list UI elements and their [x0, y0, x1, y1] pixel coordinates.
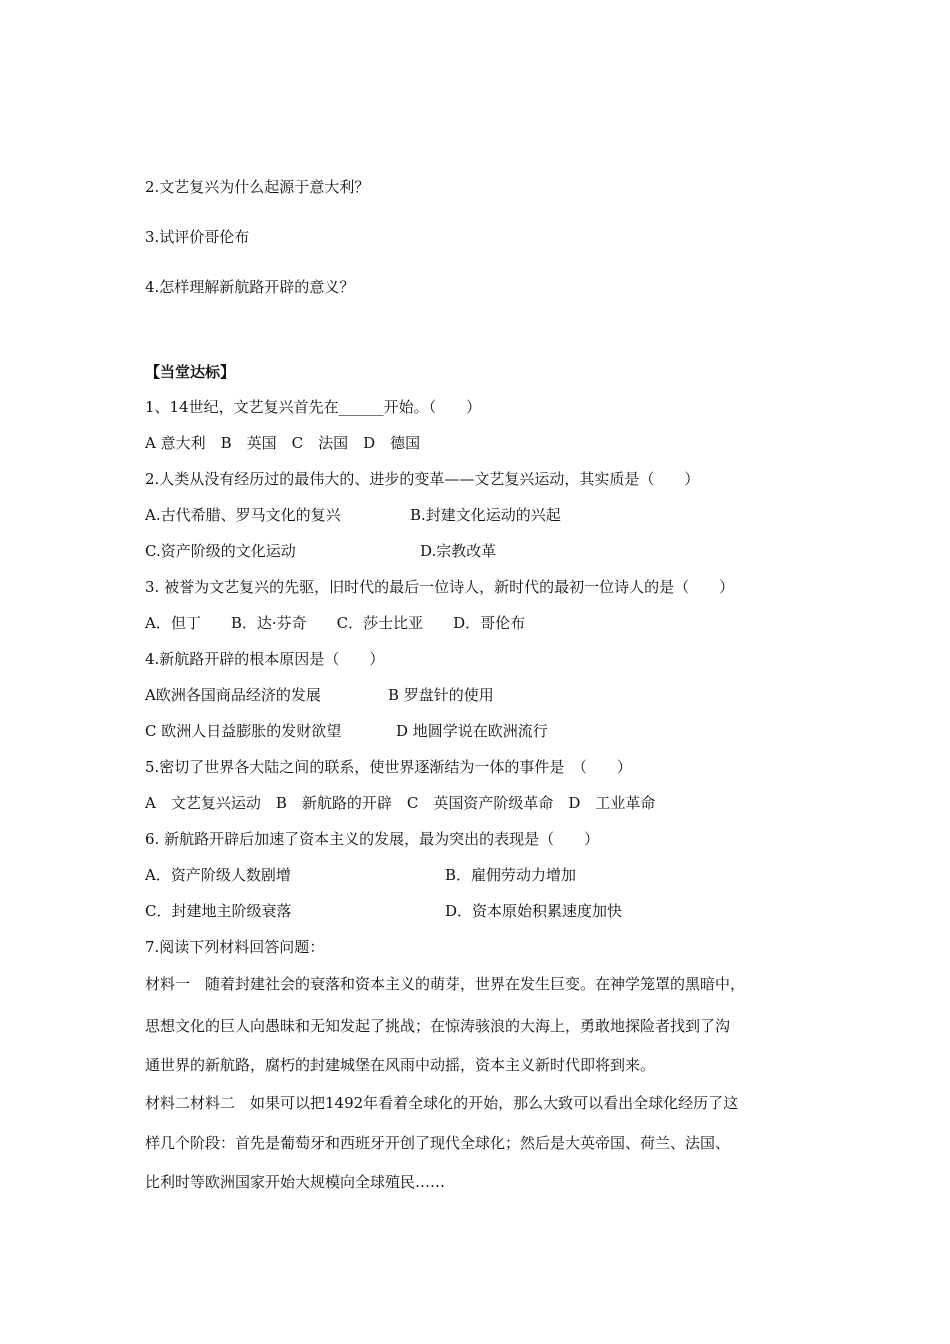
- material-1-line-2: 思想文化的巨人向愚昧和无知发起了挑战；在惊涛骇浪的大海上，勇敢地探险者找到了沟: [145, 1017, 731, 1035]
- question-4-option-a: A欧洲各国商品经济的发展: [145, 686, 321, 704]
- question-4-option-d: D 地圆学说在欧洲流行: [396, 722, 548, 740]
- material-2-line-3: 比利时等欧洲国家开始大规模向全球殖民……: [145, 1173, 446, 1191]
- question-1-options: A 意大利 B 英国 C 法国 D 德国: [145, 434, 421, 452]
- section-title: 【当堂达标】: [145, 363, 236, 381]
- question-2-option-a: A.古代希腊、罗马文化的复兴: [145, 506, 341, 524]
- prelude-question-2: 2.文艺复兴为什么起源于意大利？: [145, 178, 370, 196]
- question-7-stem: 7.阅读下列材料回答问题：: [145, 938, 325, 956]
- question-4-option-b: B 罗盘针的使用: [388, 686, 494, 704]
- question-3-options: A．但丁 B．达·芬奇 C．莎士比亚 D．哥伦布: [145, 614, 526, 632]
- question-1-stem: 1、14世纪，文艺复兴首先在______开始。（ ）: [145, 398, 482, 416]
- question-6-stem: 6. 新航路开辟后加速了资本主义的发展，最为突出的表现是（ ）: [145, 830, 600, 848]
- question-6-option-c: C．封建地主阶级衰落: [145, 902, 292, 920]
- question-5-stem: 5.密切了世界各大陆之间的联系，使世界逐渐结为一体的事件是 （ ）: [145, 758, 632, 776]
- question-6-option-a: A．资产阶级人数剧增: [145, 866, 291, 884]
- question-3-stem: 3. 被誉为文艺复兴的先驱，旧时代的最后一位诗人，新时代的最初一位诗人的是（ ）: [145, 578, 735, 596]
- question-4-option-c: C 欧洲人日益膨胀的发财欲望: [145, 722, 342, 740]
- material-1-line-1: 材料一 随着封建社会的衰落和资本主义的萌芽，世界在发生巨变。在神学笼罩的黑暗中，: [145, 975, 746, 993]
- question-4-stem: 4.新航路开辟的根本原因是（ ）: [145, 650, 385, 668]
- prelude-question-4: 4.怎样理解新航路开辟的意义？: [145, 278, 355, 296]
- material-2-line-1: 材料二材料二 如果可以把1492年看着全球化的开始，那么大致可以看出全球化经历了这: [145, 1094, 739, 1112]
- material-1-line-3: 通世界的新航路，腐朽的封建城堡在风雨中动摇，资本主义新时代即将到来。: [145, 1056, 656, 1074]
- question-6-option-d: D．资本原始积累速度加快: [445, 902, 623, 920]
- question-5-options: A 文艺复兴运动 B 新航路的开辟 C 英国资产阶级革命 D 工业革命: [145, 794, 656, 812]
- prelude-question-3: 3.试评价哥伦布: [145, 228, 250, 246]
- question-2-option-d: D.宗教改革: [420, 542, 497, 560]
- question-6-option-b: B．雇佣劳动力增加: [445, 866, 577, 884]
- material-2-line-2: 样几个阶段：首先是葡萄牙和西班牙开创了现代全球化；然后是大英帝国、荷兰、法国、: [145, 1134, 731, 1152]
- question-2-option-c: C.资产阶级的文化运动: [145, 542, 296, 560]
- question-2-option-b: B.封建文化运动的兴起: [410, 506, 561, 524]
- question-2-stem: 2.人类从没有经历过的最伟大的、进步的变革——文艺复兴运动，其实质是（ ）: [145, 470, 700, 488]
